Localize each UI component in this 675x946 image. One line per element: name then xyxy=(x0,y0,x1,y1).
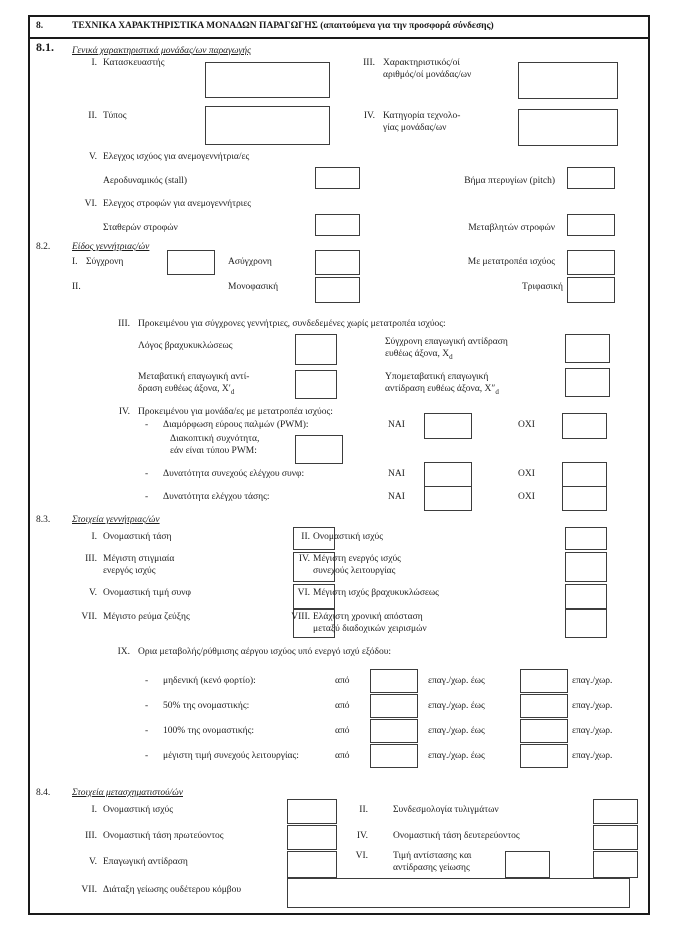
voltage-no-checkbox[interactable] xyxy=(562,486,607,511)
s84-ii-numeral: II. xyxy=(359,805,368,815)
s82-iii-numeral: III. xyxy=(118,319,130,329)
fixed-speed-checkbox[interactable] xyxy=(315,214,360,236)
nominal-cosf-label: Ονομαστική τιμή συνφ xyxy=(103,588,192,598)
switching-frequency-label-line2: εάν είναι τύπου PWM: xyxy=(170,446,257,456)
cosf-no-checkbox[interactable] xyxy=(562,462,607,489)
cosf-no-label: ΟΧΙ xyxy=(518,469,535,479)
nominal-power-input[interactable] xyxy=(565,527,607,550)
s81-iii-numeral: III. xyxy=(363,58,375,68)
q-zero-from-label: από xyxy=(335,676,350,686)
speed-control-label: Ελεγχος στροφών για ανεμογεννήτριες xyxy=(103,199,251,209)
q-50pct-label: 50% της ονομαστικής: xyxy=(163,701,250,711)
max-short-circuit-power-label: Μέγιστη ισχύς βραχυκυκλώσεως xyxy=(313,588,439,598)
max-short-circuit-power-input[interactable] xyxy=(565,584,607,609)
switching-frequency-label-line1: Διακοπτική συχνότητα, xyxy=(170,434,260,444)
earthing-reactance-input[interactable] xyxy=(593,851,638,878)
single-phase-label: Μονοφασική xyxy=(228,282,279,292)
s81-i-numeral: I. xyxy=(91,58,97,68)
power-converter-label: Με μετατροπέα ισχύος xyxy=(467,257,555,267)
synchronous-label: Σύγχρονη xyxy=(86,257,124,267)
section-8-3-number: 8.3. xyxy=(36,515,51,525)
q-max-to-input[interactable] xyxy=(520,744,568,768)
s83-viii-numeral: VIII. xyxy=(291,612,310,622)
s82-iii-intro: Προκειμένου για σύγχρονες γεννήτριες, συνδεδεμένες χωρίς μετατροπέα ισχύος: xyxy=(138,319,446,329)
s81-vi-numeral: VI. xyxy=(84,199,97,209)
xd-label-line2 xyxy=(385,348,453,363)
neutral-earthing-label: Διάταξη γείωσης ουδέτερου κόμβου xyxy=(103,885,242,895)
section-8-1-heading: Γενικά χαρακτηριστικά μονάδας/ων παραγωγής xyxy=(72,46,251,56)
fixed-speed-label: Σταθερών στροφών xyxy=(103,223,178,233)
pwm-label: Διαμόρφωση εύρους παλμών (PWM): xyxy=(163,420,309,430)
q-max-end-label: επαγ./χωρ. xyxy=(572,751,613,761)
xd-double-prime-label-line2 xyxy=(385,383,499,398)
max-continuous-power-label-line2: συνεχούς λειτουργίας xyxy=(313,566,396,576)
three-phase-checkbox[interactable] xyxy=(567,277,615,303)
secondary-voltage-label: Ονομαστική τάση δευτερεύοντος xyxy=(393,831,520,841)
xd-prime-label-line1: Μεταβατική επαγωγική αντί- xyxy=(138,372,250,382)
winding-connection-input[interactable] xyxy=(593,799,638,824)
s83-i-numeral: I. xyxy=(91,532,97,542)
s84-vii-numeral: VII. xyxy=(81,885,97,895)
voltage-yes-checkbox[interactable] xyxy=(424,486,472,511)
type-label: Τύπος xyxy=(103,111,127,121)
q-max-from-label: από xyxy=(335,751,350,761)
unit-id-label-line2: αριθμός/οί μονάδας/ων xyxy=(383,70,472,80)
single-phase-checkbox[interactable] xyxy=(315,277,360,303)
s84-i-numeral: I. xyxy=(91,805,97,815)
dash: - xyxy=(145,676,149,686)
s84-v-numeral: V. xyxy=(88,857,97,867)
q-50pct-mid-label: επαγ./χωρ. έως xyxy=(428,701,485,711)
s83-vii-numeral: VII. xyxy=(81,612,97,622)
q-50pct-from-label: από xyxy=(335,701,350,711)
q-zero-end-label: επαγ./χωρ. xyxy=(572,676,613,686)
s82-iv-intro: Προκειμένου για μονάδα/ες με μετατροπέα ισχύος: xyxy=(138,407,333,417)
earthing-impedance-label-line2: αντίδρασης γείωσης xyxy=(393,863,470,873)
manufacturer-input[interactable] xyxy=(205,62,330,98)
q-max-mid-label: επαγ./χωρ. έως xyxy=(428,751,485,761)
min-switching-interval-input[interactable] xyxy=(565,609,607,638)
min-switching-interval-label-line2: μεταξύ διαδοχικών χειρισμών xyxy=(313,624,427,634)
header-separator xyxy=(28,37,648,39)
dash: - xyxy=(145,701,149,711)
pwm-yes-label: ΝΑΙ xyxy=(388,420,405,430)
dash: - xyxy=(145,726,149,736)
inductive-reactance-label: Επαγωγική αντίδραση xyxy=(103,857,188,867)
q-100pct-from-label: από xyxy=(335,726,350,736)
dash: - xyxy=(145,420,149,430)
stall-checkbox[interactable] xyxy=(315,167,360,189)
pitch-checkbox[interactable] xyxy=(567,167,615,189)
s83-ix-numeral: IX. xyxy=(117,647,130,657)
transformer-nominal-power-label: Ονομαστική ισχύς xyxy=(103,805,173,815)
section-8-1-number: 8.1. xyxy=(36,40,54,54)
xd-double-prime-label-line1: Υπομεταβατική επαγωγική xyxy=(385,372,489,382)
s83-ix-intro: Ορια μεταβολής/ρύθμισης αέργου ισχύος υπό ενεργό ισχύ εξόδου: xyxy=(138,647,392,657)
xd-double-prime-input[interactable] xyxy=(565,368,610,397)
form-border xyxy=(28,15,650,915)
xd-label-line1: Σύγχρονη επαγωγική αντίδραση xyxy=(385,337,508,347)
section-8-2-heading: Είδος γεννήτριας/ών xyxy=(72,242,150,252)
page-title: ΤΕΧΝΙΚΑ ΧΑΡΑΚΤΗΡΙΣΤΙΚΑ ΜΟΝΑΔΩΝ ΠΑΡΑΓΩΓΗΣ (απαιτούμενα για την προσφορά σύνδεσης) xyxy=(72,21,494,31)
dash: - xyxy=(145,469,149,479)
xd-label-sub: d xyxy=(449,352,453,361)
s82-i-numeral: Ι. xyxy=(72,257,78,267)
max-instant-power-label-line1: Μέγιστη στιγμιαία xyxy=(103,554,175,564)
cosf-yes-label: ΝΑΙ xyxy=(388,469,405,479)
variable-speed-checkbox[interactable] xyxy=(567,214,615,236)
voltage-yes-label: ΝΑΙ xyxy=(388,492,405,502)
s83-iii-numeral: III. xyxy=(85,554,97,564)
q-50pct-from-input[interactable] xyxy=(370,694,418,718)
synchronous-checkbox[interactable] xyxy=(167,250,215,275)
s83-v-numeral: V. xyxy=(88,588,97,598)
q-100pct-end-label: επαγ./χωρ. xyxy=(572,726,613,736)
max-continuous-power-label-line1: Μέγιστη ενεργός ισχύς xyxy=(313,554,401,564)
s82-iv-numeral: IV. xyxy=(118,407,130,417)
q-zero-load-label: μηδενική (κενό φορτίο): xyxy=(163,676,256,686)
s84-iii-numeral: III. xyxy=(85,831,97,841)
power-control-label: Ελεγχος ισχύος για ανεμογεννήτρια/ες xyxy=(103,152,250,162)
pwm-no-label: ΟΧΙ xyxy=(518,420,535,430)
technology-category-input[interactable] xyxy=(518,109,618,146)
cosf-yes-checkbox[interactable] xyxy=(424,462,472,489)
max-coupling-current-label: Μέγιστο ρεύμα ζεύξης xyxy=(103,612,190,622)
cosf-control-label: Δυνατότητα συνεχούς ελέγχου συνφ: xyxy=(163,469,305,479)
xd-double-prime-label-main: αντίδραση ευθέως άξονα, X″ xyxy=(385,384,496,394)
secondary-voltage-input[interactable] xyxy=(593,825,638,850)
dash: - xyxy=(145,492,149,502)
pwm-no-checkbox[interactable] xyxy=(562,413,607,439)
s81-v-numeral: V. xyxy=(88,152,97,162)
s83-iv-numeral: IV. xyxy=(298,554,310,564)
winding-connection-label: Συνδεσμολογία τυλιγμάτων xyxy=(393,805,499,815)
xd-prime-input[interactable] xyxy=(295,370,337,399)
q-100pct-mid-label: επαγ./χωρ. έως xyxy=(428,726,485,736)
q-max-from-input[interactable] xyxy=(370,744,418,768)
nominal-power-label: Ονομαστική ισχύς xyxy=(313,532,383,542)
primary-voltage-label: Ονομαστική τάση πρωτεύοντος xyxy=(103,831,224,841)
pitch-label: Βήμα πτερυγίων (pitch) xyxy=(464,176,555,186)
xd-input[interactable] xyxy=(565,334,610,363)
q-50pct-to-input[interactable] xyxy=(520,694,568,718)
q-100pct-label: 100% της ονομαστικής: xyxy=(163,726,254,736)
q-50pct-end-label: επαγ./χωρ. xyxy=(572,701,613,711)
nominal-voltage-label: Ονομαστική τάση xyxy=(103,532,172,542)
short-circuit-ratio-label: Λόγος βραχυκυκλώσεως xyxy=(138,341,233,351)
q-zero-to-input[interactable] xyxy=(520,669,568,693)
s82-ii-numeral: ΙΙ. xyxy=(72,282,81,292)
manufacturer-label: Κατασκευαστής xyxy=(103,58,165,68)
three-phase-label: Τριφασική xyxy=(522,282,563,292)
q-max-continuous-label: μέγιστη τιμή συνεχούς λειτουργίας: xyxy=(163,751,299,761)
min-switching-interval-label-line1: Ελάχιστη χρονική απόσταση xyxy=(313,612,423,622)
section-8-3-heading: Στοιχεία γεννήτριας/ών xyxy=(72,515,160,525)
short-circuit-ratio-input[interactable] xyxy=(295,334,337,365)
s84-vi-numeral: VI. xyxy=(355,851,368,861)
s83-vi-numeral: VI. xyxy=(297,588,310,598)
unit-id-label-line1: Χαρακτηριστικός/οί xyxy=(383,58,460,68)
q-zero-mid-label: επαγ./χωρ. έως xyxy=(428,676,485,686)
q-zero-from-input[interactable] xyxy=(370,669,418,693)
xd-prime-label-line2 xyxy=(138,383,234,398)
variable-speed-label: Μεταβλητών στροφών xyxy=(468,223,555,233)
section-8-2-number: 8.2. xyxy=(36,242,51,252)
voltage-control-label: Δυνατότητα ελέγχου τάσης: xyxy=(163,492,270,502)
unit-id-input[interactable] xyxy=(518,62,618,99)
technology-category-label-line2: γίας μονάδας/ων xyxy=(383,123,447,133)
q-100pct-to-input[interactable] xyxy=(520,719,568,743)
q-100pct-from-input[interactable] xyxy=(370,719,418,743)
xd-label-main: ευθέως άξονα, X xyxy=(385,349,450,359)
s81-ii-numeral: II. xyxy=(88,111,97,121)
xd-prime-label-main: δραση ευθέως άξονα, X′ xyxy=(138,384,231,394)
asynchronous-label: Ασύγχρονη xyxy=(228,257,272,267)
stall-label: Αεροδυναμικός (stall) xyxy=(103,176,188,186)
max-instant-power-label-line2: ενεργός ισχύς xyxy=(103,566,156,576)
section-8-number: 8. xyxy=(36,21,44,31)
earthing-resistance-input[interactable] xyxy=(505,851,550,878)
dash: - xyxy=(145,751,149,761)
power-converter-checkbox[interactable] xyxy=(567,250,615,275)
xd-prime-label-sub: d xyxy=(230,387,235,396)
xd-double-prime-label-sub: d xyxy=(495,387,499,396)
neutral-earthing-input[interactable] xyxy=(287,878,630,908)
s81-iv-numeral: IV. xyxy=(363,111,375,121)
section-8-4-heading: Στοιχεία μετασχηματιστού/ών xyxy=(72,788,183,798)
voltage-no-label: ΟΧΙ xyxy=(518,492,535,502)
earthing-impedance-label-line1: Τιμή αντίστασης και xyxy=(393,851,472,861)
s84-iv-numeral: IV. xyxy=(356,831,368,841)
pwm-yes-checkbox[interactable] xyxy=(424,413,472,439)
switching-frequency-input[interactable] xyxy=(295,435,343,464)
section-8-4-number: 8.4. xyxy=(36,788,51,798)
type-input[interactable] xyxy=(205,106,330,145)
s83-ii-numeral: II. xyxy=(301,532,310,542)
technology-category-label-line1: Κατηγορία τεχνολο- xyxy=(383,111,461,121)
max-continuous-power-input[interactable] xyxy=(565,552,607,582)
